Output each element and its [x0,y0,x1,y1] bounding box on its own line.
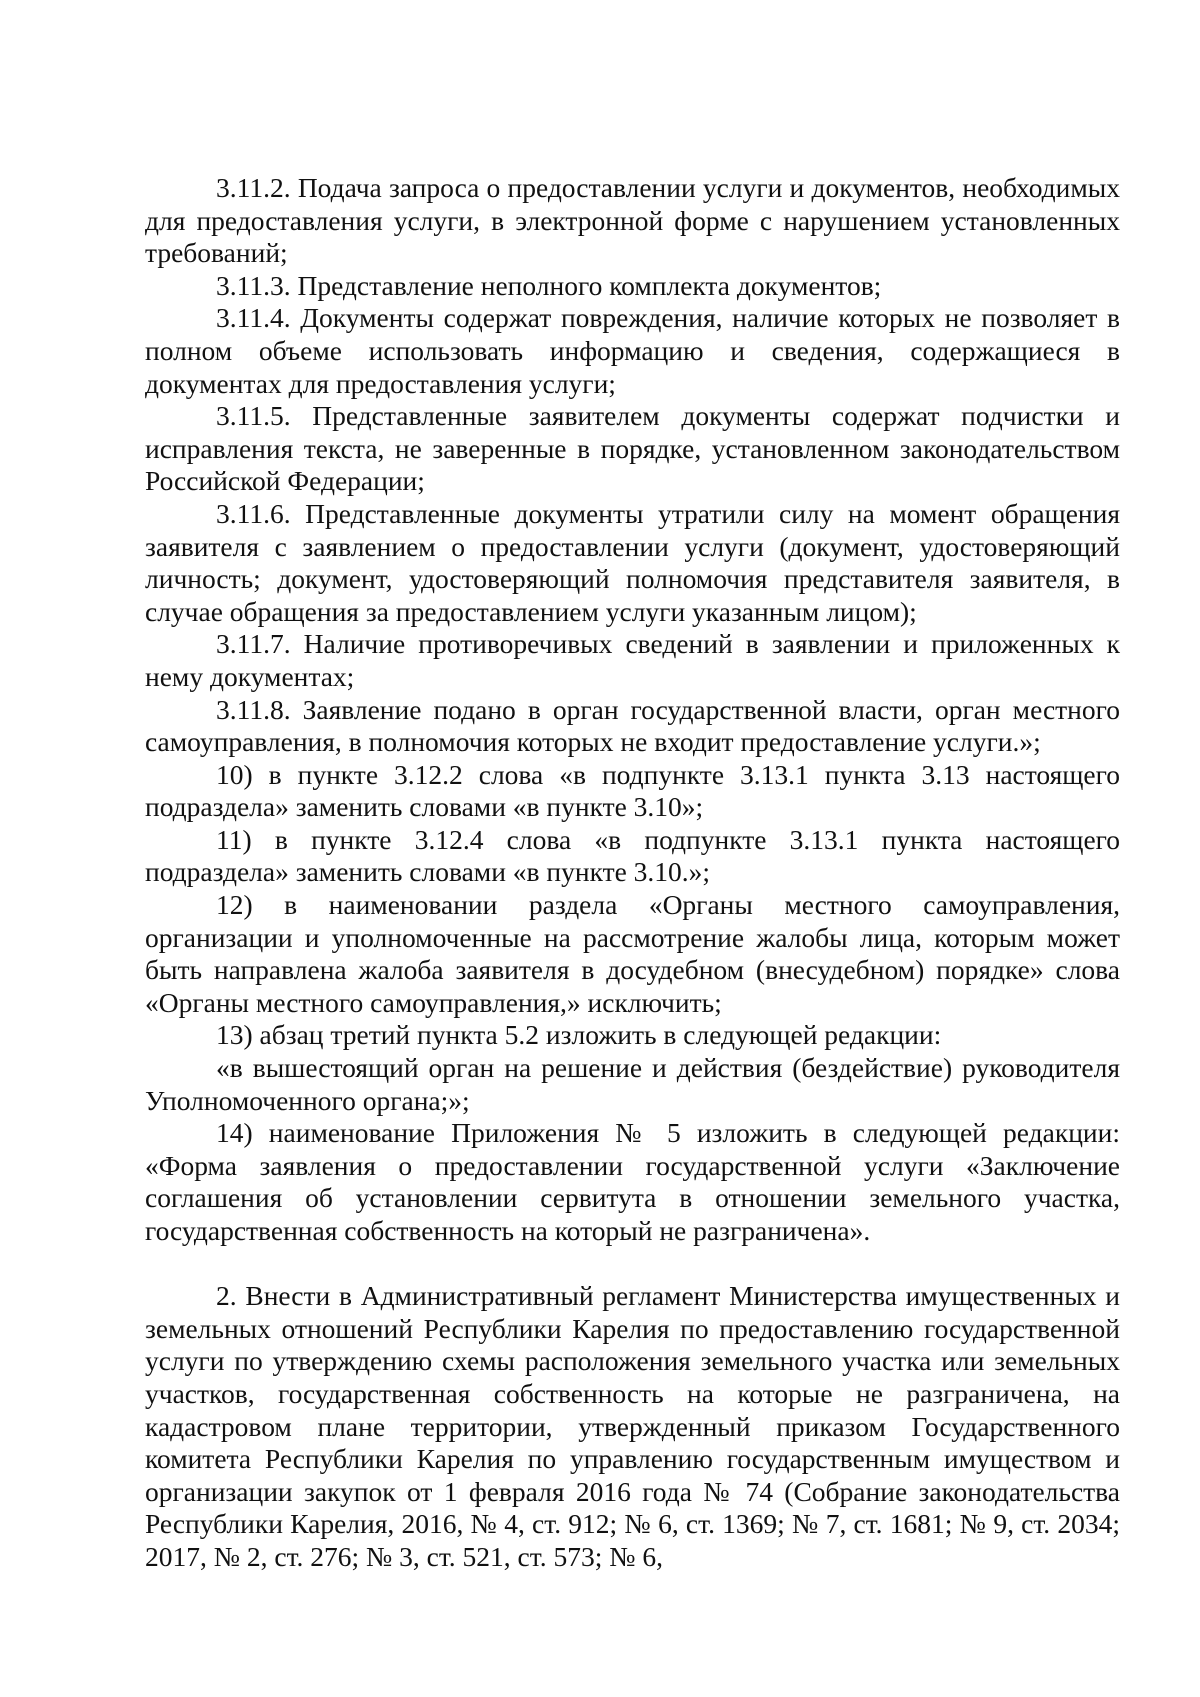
document-body [145,172,1120,1574]
paragraph-3-11-5: 3.11.5. Представленные заявителем документы содержат подчистки и исправления текста, не заверенные в порядке, установленном законодательством Российской Федерации; [145,400,1120,497]
paragraph-3-11-6: 3.11.6. Представленные документы утратили силу на момент обращения заявителя с заявлением о предоставлении услуги (документ, удостоверяющий личность; документ, удостоверяющий полномочия представителя заявителя, в случае обращения за предоставлением услуги указанным лицом); [145,497,1120,627]
paragraph-spacer [145,1248,1120,1281]
paragraph-3-11-8: 3.11.8. Заявление подано в орган государственной власти, орган местного самоуправления, в полномочия которых не входит предоставление услуги.»; [145,693,1120,758]
paragraph-item-13-quote: «в вышестоящий орган на решение и действия (бездействие) руководителя Уполномоченного органа;»; [145,1052,1120,1116]
paragraph-section-2: 2. Внести в Административный регламент Министерства имущественных и земельных отношений Республики Карелия по предоставлению государственной услуги по утверждению схемы расположения земельного участка или земельных участков, государственная собственность на которые не разграничена, на кадастровом плане территории, утвержденный приказом Государственного комитета Республики Карелия по управлению государственным имуществом и организации закупок от 1 февраля 2016 года № 74 (Собрание законодательства Республики Карелия, 2016, № 4, ст. 912; № 6, ст. 1369; № 7, ст. 1681; № 9, ст. 2034; 2017, № 2, ст. 276; № 3, ст. 521, ст. 573; № 6, [145,1280,1120,1572]
paragraph-item-14: 14) наименование Приложения № 5 изложить в следующей редакции: «Форма заявления о предоставлении государственной услуги «Заключение соглашения об установлении сервитута в отношении земельного участка, государственная собственность на который не разграничена». [145,1117,1120,1246]
paragraph-item-13: 13) абзац третий пункта 5.2 изложить в следующей редакции: [216,1019,942,1051]
paragraph-3-11-3: 3.11.3. Представление неполного комплекта документов; [216,269,882,301]
paragraph-3-11-4: 3.11.4. Документы содержат повреждения, наличие которых не позволяет в полном объеме использовать информацию и сведения, содержащиеся в документах для предоставления услуги; [145,302,1120,399]
paragraph-3-11-7: 3.11.7. Наличие противоречивых сведений в заявлении и приложенных к нему документах; [145,628,1120,692]
paragraph-item-11: 11) в пункте 3.12.4 слова «в подпункте 3.13.1 пункта настоящего подраздела» заменить словами «в пункте 3.10.»; [145,823,1120,888]
paragraph-item-12: 12) в наименовании раздела «Органы местного самоуправления, организации и уполномоченные на рассмотрение жалобы лица, которым может быть направлена жалоба заявителя в досудебном (внесудебном) порядке» слова «Органы местного самоуправления,» исключить; [145,889,1120,1018]
paragraph-item-10: 10) в пункте 3.12.2 слова «в подпункте 3.13.1 пункта 3.13 настоящего подраздела» заменить словами «в пункте 3.10»; [145,758,1120,823]
paragraph-3-11-2: 3.11.2. Подача запроса о предоставлении услуги и документов, необходимых для предоставления услуги, в электронной форме с нарушением установленных требований; [145,172,1120,269]
